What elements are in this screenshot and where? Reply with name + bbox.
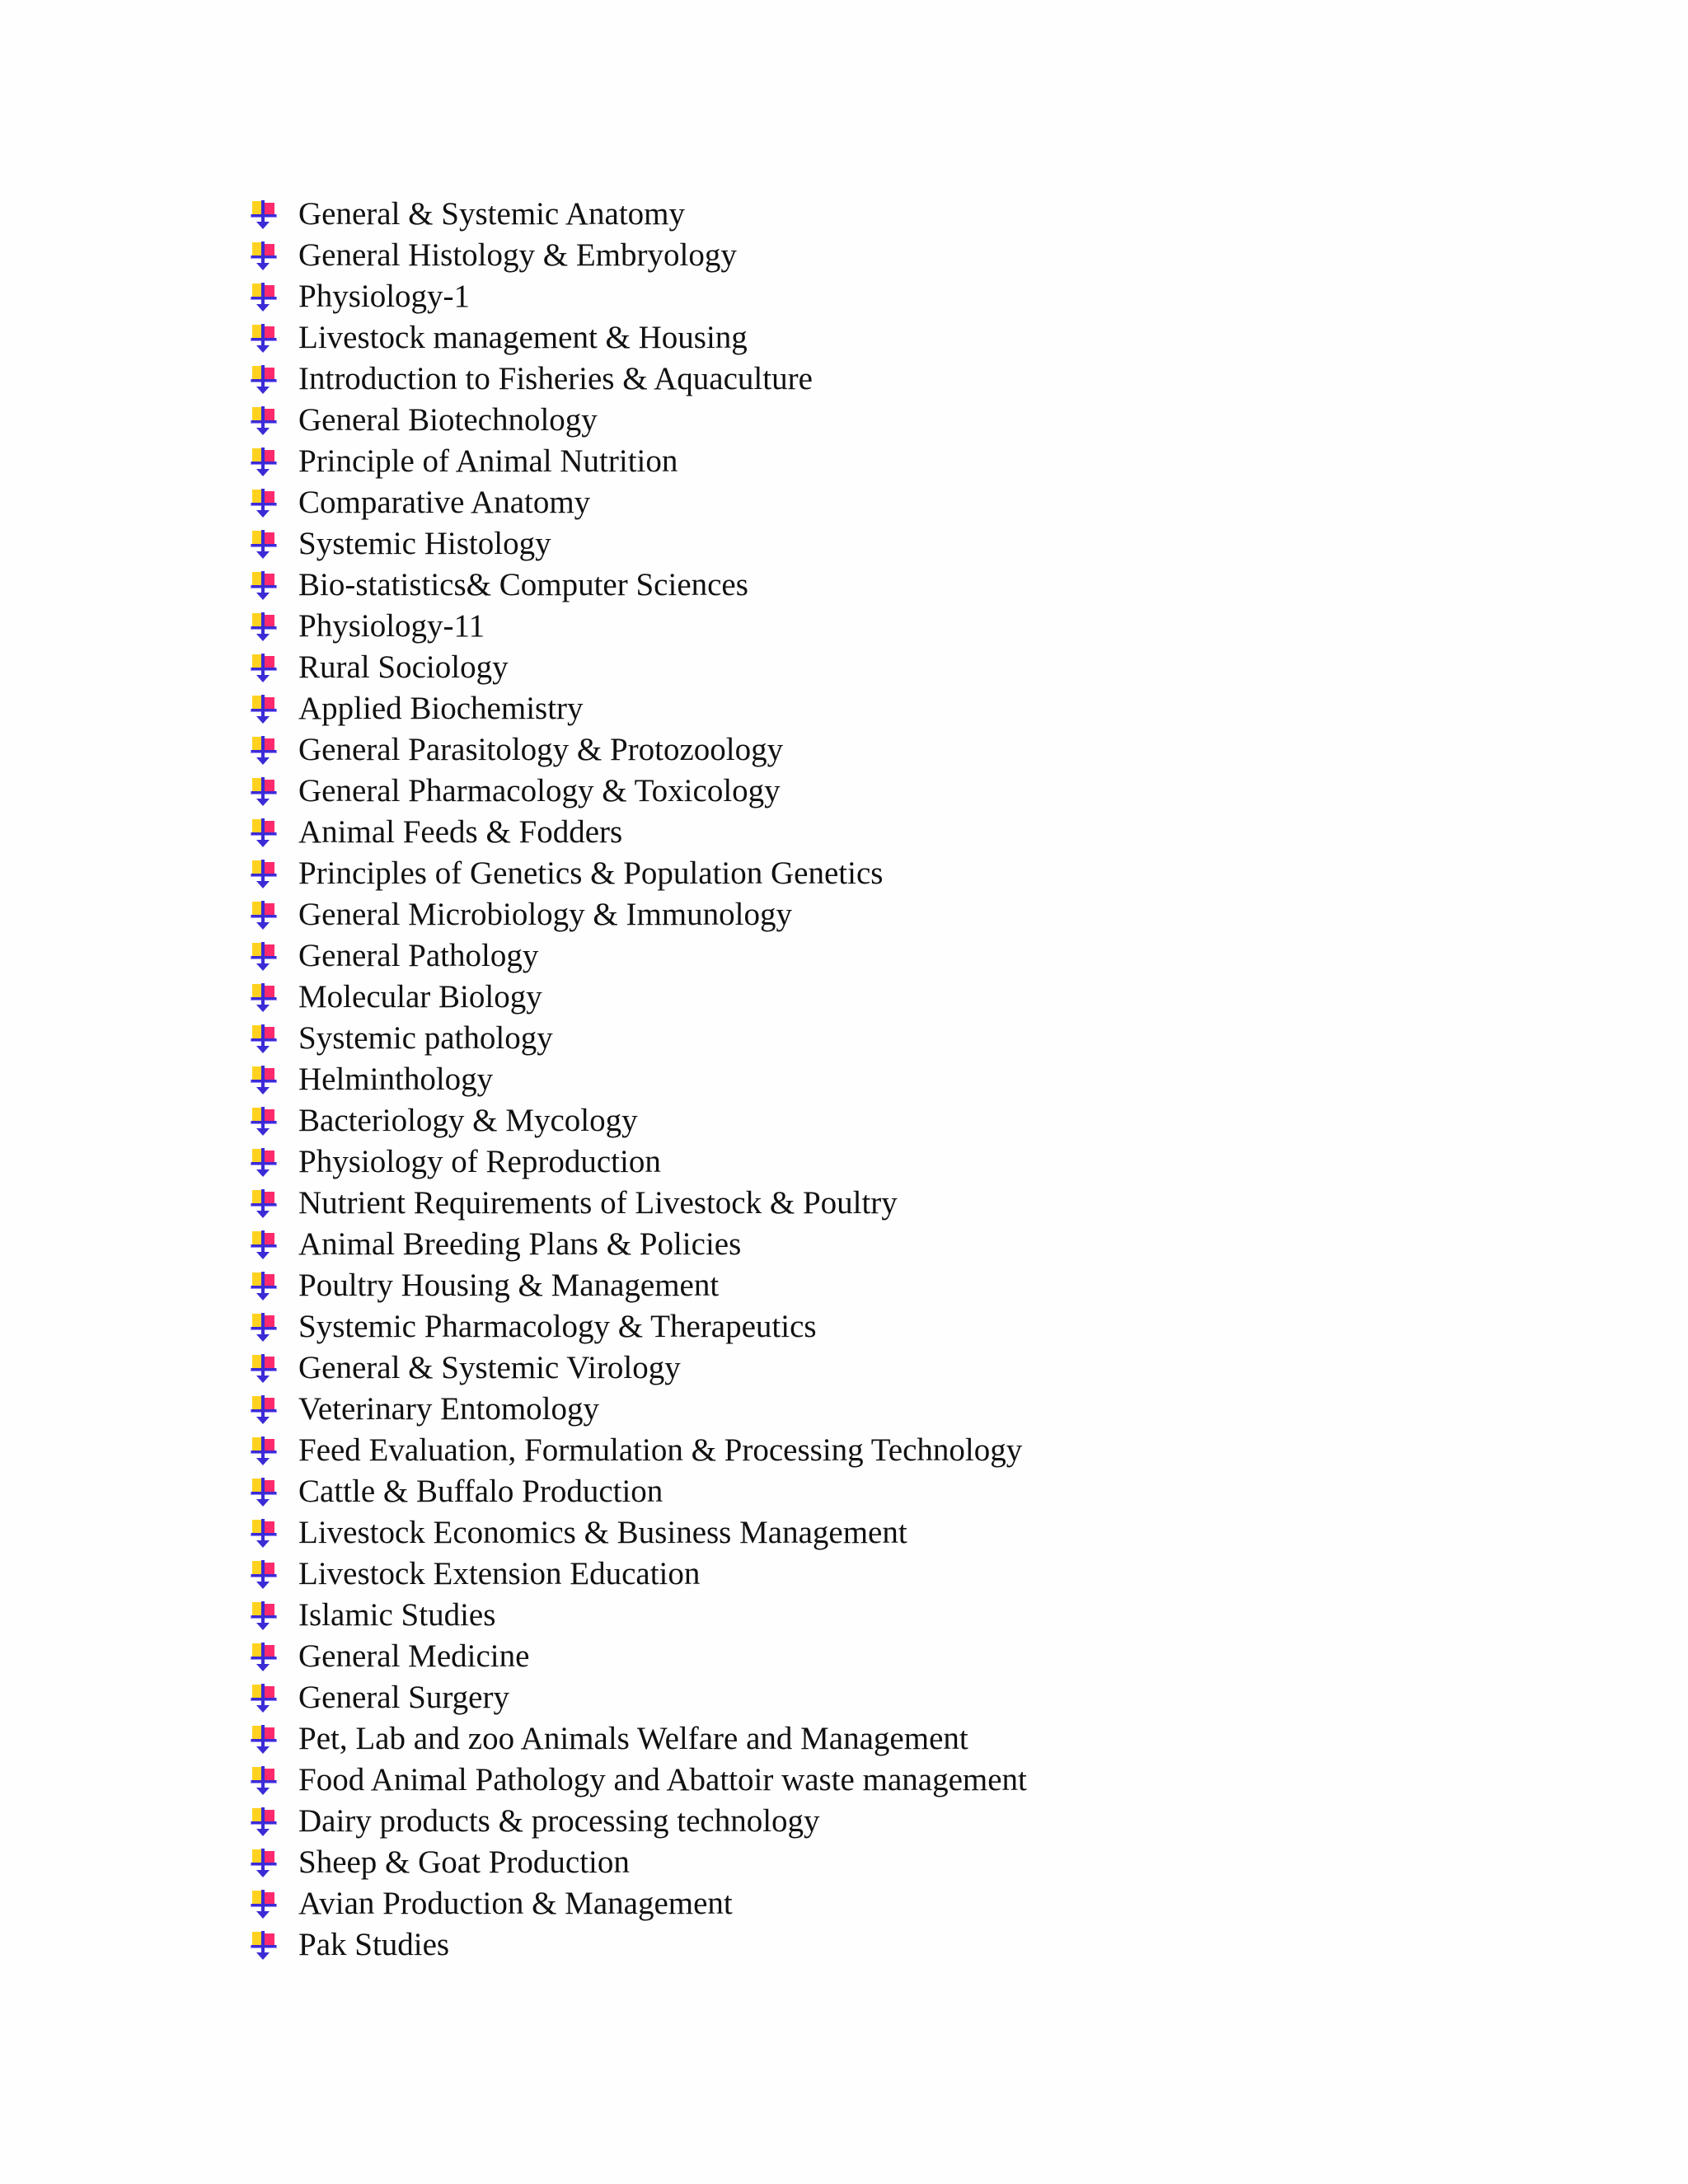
arrow-down-bullet-icon — [247, 816, 280, 849]
list-item — [247, 1059, 1566, 1100]
arrow-down-bullet-icon — [247, 1146, 280, 1179]
arrow-down-bullet-icon — [247, 1846, 280, 1879]
list-item — [247, 235, 1566, 276]
course-name: General Biotechnology — [298, 402, 598, 438]
course-name: Bacteriology & Mycology — [298, 1103, 638, 1138]
list-item — [247, 565, 1566, 606]
list-item — [247, 1430, 1566, 1471]
course-name: Feed Evaluation, Formulation & Processing Technology — [298, 1432, 1023, 1468]
course-name: Avian Production & Management — [298, 1886, 733, 1921]
list-item — [247, 812, 1566, 853]
course-name: Pet, Lab and zoo Animals Welfare and Management — [298, 1721, 968, 1756]
arrow-down-bullet-icon — [247, 1269, 280, 1302]
course-name: Food Animal Pathology and Abattoir waste management — [298, 1762, 1027, 1797]
course-name: General & Systemic Virology — [298, 1350, 681, 1385]
course-name: Pak Studies — [298, 1927, 450, 1962]
list-item — [247, 482, 1566, 523]
course-name: General Medicine — [298, 1638, 530, 1674]
course-name: Physiology-11 — [298, 608, 485, 644]
course-name: Nutrient Requirements of Livestock & Poultry — [298, 1185, 898, 1221]
list-item — [247, 771, 1566, 812]
course-name: Physiology-1 — [298, 279, 471, 314]
arrow-down-bullet-icon — [247, 363, 280, 396]
course-name: Livestock management & Housing — [298, 320, 748, 355]
course-name: Cattle & Buffalo Production — [298, 1474, 663, 1509]
arrow-down-bullet-icon — [247, 1104, 280, 1137]
course-name: Veterinary Entomology — [298, 1391, 599, 1427]
course-name: General Microbiology & Immunology — [298, 897, 792, 932]
course-name: Bio-statistics& Computer Sciences — [298, 567, 748, 602]
list-item — [247, 1883, 1566, 1924]
arrow-down-bullet-icon — [247, 569, 280, 602]
course-name: Islamic Studies — [298, 1597, 496, 1633]
list-item — [247, 1141, 1566, 1183]
arrow-down-bullet-icon — [247, 1063, 280, 1096]
list-item — [247, 1801, 1566, 1842]
arrow-down-bullet-icon — [247, 1352, 280, 1385]
list-item — [247, 1389, 1566, 1430]
arrow-down-bullet-icon — [247, 940, 280, 972]
arrow-down-bullet-icon — [247, 1228, 280, 1261]
list-item — [247, 647, 1566, 688]
list-item — [247, 1306, 1566, 1347]
arrow-down-bullet-icon — [247, 239, 280, 272]
course-name: Livestock Extension Education — [298, 1556, 701, 1591]
course-name: Systemic pathology — [298, 1020, 553, 1056]
list-item — [247, 1760, 1566, 1801]
list-item — [247, 359, 1566, 400]
course-name: Animal Feeds & Fodders — [298, 814, 623, 850]
arrow-down-bullet-icon — [247, 1805, 280, 1838]
course-name: Systemic Histology — [298, 526, 551, 561]
list-item — [247, 276, 1566, 317]
list-item — [247, 935, 1566, 977]
list-item — [247, 729, 1566, 771]
course-name: Introduction to Fisheries & Aquaculture — [298, 361, 813, 396]
arrow-down-bullet-icon — [247, 1681, 280, 1714]
course-name: Systemic Pharmacology & Therapeutics — [298, 1309, 817, 1344]
list-item — [247, 853, 1566, 894]
arrow-down-bullet-icon — [247, 1640, 280, 1673]
arrow-down-bullet-icon — [247, 1310, 280, 1343]
course-name: Principles of Genetics & Population Genetics — [298, 855, 884, 891]
arrow-down-bullet-icon — [247, 1516, 280, 1549]
list-item — [247, 1347, 1566, 1389]
arrow-down-bullet-icon — [247, 898, 280, 931]
list-item — [247, 1100, 1566, 1141]
list-item — [247, 606, 1566, 647]
course-name: Applied Biochemistry — [298, 691, 584, 726]
arrow-down-bullet-icon — [247, 981, 280, 1014]
list-item — [247, 400, 1566, 441]
arrow-down-bullet-icon — [247, 1558, 280, 1591]
list-item — [247, 1224, 1566, 1265]
course-name: General Histology & Embryology — [298, 237, 737, 273]
list-item — [247, 1554, 1566, 1595]
list-item — [247, 1018, 1566, 1059]
list-item — [247, 1636, 1566, 1677]
arrow-down-bullet-icon — [247, 1764, 280, 1797]
course-name: General Pathology — [298, 938, 539, 973]
course-name: Physiology of Reproduction — [298, 1144, 661, 1179]
arrow-down-bullet-icon — [247, 857, 280, 890]
arrow-down-bullet-icon — [247, 486, 280, 519]
list-item — [247, 977, 1566, 1018]
list-item — [247, 1677, 1566, 1718]
list-item — [247, 1924, 1566, 1966]
list-item — [247, 1718, 1566, 1760]
arrow-down-bullet-icon — [247, 1475, 280, 1508]
course-name: General Pharmacology & Toxicology — [298, 773, 781, 808]
arrow-down-bullet-icon — [247, 1187, 280, 1220]
course-name: General & Systemic Anatomy — [298, 196, 685, 232]
arrow-down-bullet-icon — [247, 1393, 280, 1426]
arrow-down-bullet-icon — [247, 733, 280, 766]
arrow-down-bullet-icon — [247, 1022, 280, 1055]
list-item — [247, 1512, 1566, 1554]
list-item — [247, 441, 1566, 482]
course-name: Animal Breeding Plans & Policies — [298, 1226, 742, 1262]
course-name: Rural Sociology — [298, 649, 509, 685]
list-item — [247, 1842, 1566, 1883]
list-item — [247, 194, 1566, 235]
course-name: Principle of Animal Nutrition — [298, 443, 678, 479]
course-name: General Surgery — [298, 1680, 509, 1715]
arrow-down-bullet-icon — [247, 198, 280, 231]
course-name: Helminthology — [298, 1062, 494, 1097]
list-item — [247, 1595, 1566, 1636]
course-name: Dairy products & processing technology — [298, 1803, 820, 1839]
arrow-down-bullet-icon — [247, 445, 280, 478]
arrow-down-bullet-icon — [247, 1929, 280, 1961]
course-list — [247, 194, 1566, 1966]
arrow-down-bullet-icon — [247, 1599, 280, 1632]
course-name: Livestock Economics & Business Management — [298, 1515, 907, 1550]
course-name: Molecular Biology — [298, 979, 542, 1015]
course-name: Sheep & Goat Production — [298, 1844, 630, 1880]
arrow-down-bullet-icon — [247, 692, 280, 725]
arrow-down-bullet-icon — [247, 1722, 280, 1755]
arrow-down-bullet-icon — [247, 1434, 280, 1467]
arrow-down-bullet-icon — [247, 404, 280, 437]
arrow-down-bullet-icon — [247, 610, 280, 643]
arrow-down-bullet-icon — [247, 775, 280, 808]
arrow-down-bullet-icon — [247, 1887, 280, 1920]
arrow-down-bullet-icon — [247, 280, 280, 313]
arrow-down-bullet-icon — [247, 651, 280, 684]
arrow-down-bullet-icon — [247, 527, 280, 560]
course-name: General Parasitology & Protozoology — [298, 732, 784, 767]
list-item — [247, 894, 1566, 935]
list-item — [247, 1183, 1566, 1224]
list-item — [247, 523, 1566, 565]
list-item — [247, 317, 1566, 359]
list-item — [247, 1265, 1566, 1306]
arrow-down-bullet-icon — [247, 321, 280, 354]
list-item — [247, 1471, 1566, 1512]
list-item — [247, 688, 1566, 729]
course-name: Comparative Anatomy — [298, 485, 591, 520]
course-name: Poultry Housing & Management — [298, 1268, 720, 1303]
